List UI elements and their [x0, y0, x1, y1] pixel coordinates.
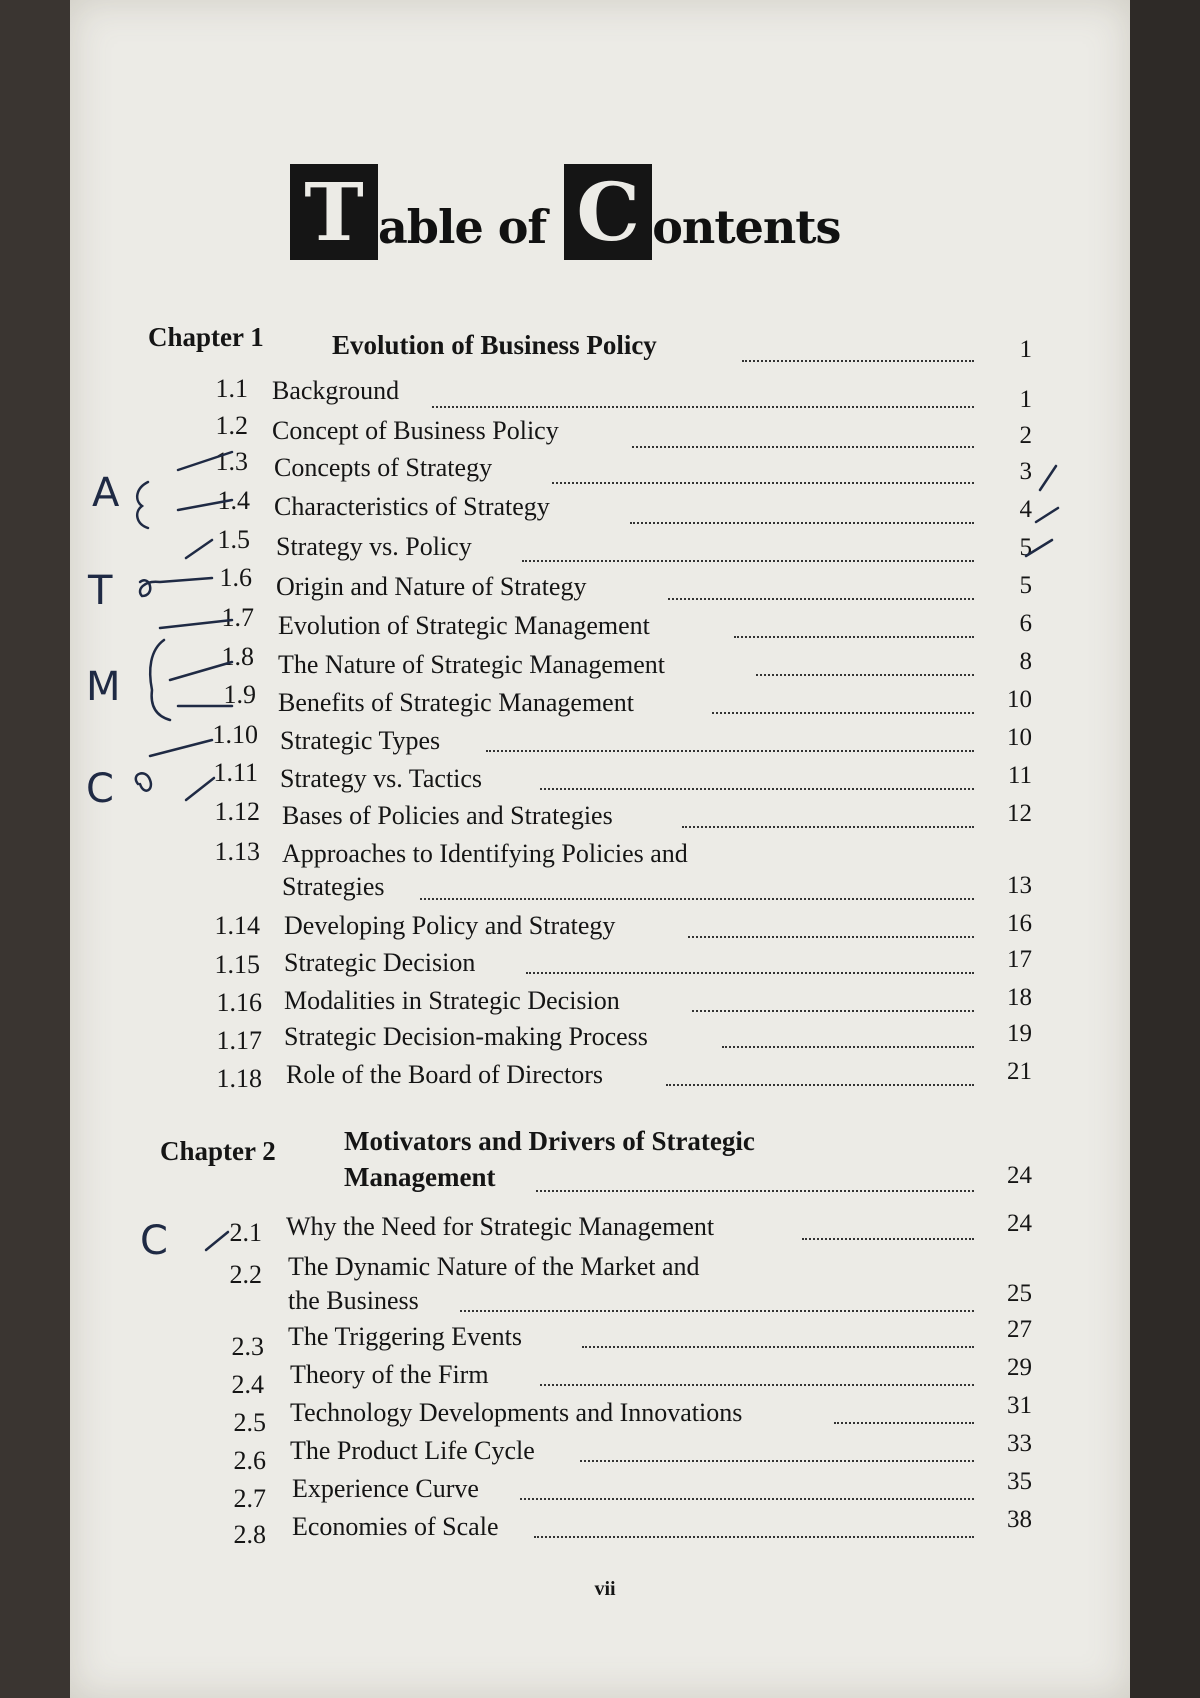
section-title: Strategy vs. Policy — [276, 532, 472, 561]
section-page: 10 — [1007, 686, 1032, 713]
section-number: 1.1 — [215, 374, 248, 403]
section-number: 2.4 — [231, 1370, 264, 1399]
section-title: The Product Life Cycle — [290, 1436, 535, 1465]
section-title: The Nature of Strategic Management — [278, 650, 665, 679]
strike-1-5 — [186, 540, 212, 558]
section-title: Experience Curve — [292, 1474, 479, 1503]
section-title: Why the Need for Strategic Management — [286, 1212, 715, 1241]
section-page: 2 — [1019, 422, 1032, 449]
section-number: 2.3 — [231, 1332, 264, 1361]
section-title: Characteristics of Strategy — [274, 492, 550, 521]
brace-t-stroke — [140, 578, 212, 596]
chapter-1-title: Evolution of Business Policy — [332, 330, 657, 360]
section-number: 1.3 — [215, 447, 248, 476]
brace-a-stroke — [137, 482, 148, 528]
section-title: Strategy vs. Tactics — [280, 764, 483, 793]
section-title: The Triggering Events — [288, 1322, 522, 1351]
section-title-continued: the Business — [288, 1286, 419, 1315]
brace-m-stroke — [150, 640, 170, 720]
section-number: 2.8 — [233, 1520, 266, 1549]
handwritten-m: M — [86, 664, 121, 710]
section-number: 1.12 — [214, 797, 260, 826]
section-title: Benefits of Strategic Management — [278, 688, 634, 717]
section-title: Strategic Decision-making Process — [284, 1022, 648, 1051]
chapter-2-title-continued: Management — [344, 1162, 496, 1192]
section-number: 1.5 — [217, 525, 250, 554]
strike-1-10 — [150, 740, 212, 756]
section-number: 1.7 — [221, 603, 254, 632]
chapter-2-page: 24 — [1007, 1162, 1032, 1189]
section-page: 19 — [1007, 1020, 1032, 1047]
title-initial-t: T — [290, 164, 378, 260]
section-page: 10 — [1007, 724, 1032, 751]
section-title: Bases of Policies and Strategies — [282, 801, 613, 830]
section-title: Evolution of Strategic Management — [278, 611, 650, 640]
title-word-ontents: ontents — [652, 200, 841, 254]
chapter-1-page: 1 — [1019, 336, 1032, 363]
section-page: 1 — [1019, 386, 1032, 413]
section-page: 29 — [1007, 1354, 1032, 1381]
section-title: Technology Developments and Innovations — [290, 1398, 743, 1427]
section-number: 1.10 — [212, 720, 258, 749]
section-number: 1.11 — [213, 758, 258, 787]
section-title: Theory of the Firm — [290, 1360, 489, 1389]
tick-page-5 — [1026, 540, 1052, 556]
section-number: 1.15 — [214, 950, 260, 979]
brace-c2-stroke — [206, 1232, 228, 1250]
strike-1-8 — [170, 662, 232, 680]
section-page: 27 — [1007, 1316, 1032, 1343]
strike-1-3 — [178, 452, 232, 470]
section-title: Origin and Nature of Strategy — [276, 572, 587, 601]
strike-1-11 — [186, 778, 214, 800]
section-page: 5 — [1019, 572, 1032, 599]
title-initial-c: C — [564, 164, 652, 260]
section-page: 5 — [1019, 534, 1032, 561]
section-page: 17 — [1007, 946, 1032, 973]
section-number: 1.2 — [215, 411, 248, 440]
page-folio: vii — [594, 1578, 616, 1600]
section-page: 16 — [1007, 910, 1032, 937]
section-number: 2.7 — [233, 1484, 266, 1513]
section-number: 1.4 — [217, 486, 250, 515]
section-page: 8 — [1019, 648, 1032, 675]
section-number: 2.5 — [233, 1408, 266, 1437]
section-number: 1.16 — [216, 988, 262, 1017]
section-number: 1.13 — [214, 837, 260, 866]
section-title: Economies of Scale — [292, 1512, 499, 1541]
section-number: 1.18 — [216, 1064, 262, 1093]
section-title: Background — [272, 376, 400, 405]
section-number: 2.1 — [229, 1218, 262, 1247]
section-page: 4 — [1019, 496, 1032, 523]
section-page: 21 — [1007, 1058, 1032, 1085]
section-page: 12 — [1007, 800, 1032, 827]
section-page: 35 — [1007, 1468, 1032, 1495]
section-page: 24 — [1007, 1210, 1032, 1237]
section-page: 31 — [1007, 1392, 1032, 1419]
chapter-1-label: Chapter 1 — [148, 322, 264, 352]
section-title: Approaches to Identifying Policies and — [282, 839, 688, 868]
strike-1-4 — [178, 500, 232, 510]
strike-1-7 — [160, 620, 232, 628]
section-number: 2.2 — [229, 1260, 262, 1289]
tick-page-3 — [1040, 466, 1056, 490]
chapter-2-title: Motivators and Drivers of Strategic — [344, 1126, 755, 1156]
chapter-2-label: Chapter 2 — [160, 1136, 276, 1166]
section-page: 38 — [1007, 1506, 1032, 1533]
section-title: Developing Policy and Strategy — [284, 911, 616, 940]
brace-c1-stroke — [136, 773, 151, 790]
section-number: 1.8 — [221, 642, 254, 671]
section-title: Concepts of Strategy — [274, 453, 493, 482]
handwritten-t: T — [88, 568, 113, 614]
section-page: 25 — [1007, 1280, 1032, 1307]
section-page: 33 — [1007, 1430, 1032, 1457]
section-page: 18 — [1007, 984, 1032, 1011]
section-title: The Dynamic Nature of the Market and — [288, 1252, 700, 1281]
section-title: Strategic Types — [280, 726, 441, 755]
handwritten-c-second: C — [140, 1218, 168, 1264]
section-number: 1.9 — [223, 680, 256, 709]
section-title: Role of the Board of Directors — [286, 1060, 603, 1089]
section-number: 1.6 — [219, 563, 252, 592]
title-word-able-of: able of — [378, 200, 547, 254]
section-title: Concept of Business Policy — [272, 416, 559, 445]
section-title-continued: Strategies — [282, 872, 385, 901]
handwritten-a: A — [92, 470, 120, 516]
handwritten-c-first: C — [86, 766, 114, 812]
section-number: 1.17 — [216, 1026, 262, 1055]
section-page: 13 — [1007, 872, 1032, 899]
tick-page-4 — [1036, 508, 1058, 522]
section-title: Modalities in Strategic Decision — [284, 986, 620, 1015]
section-title: Strategic Decision — [284, 948, 476, 977]
section-page: 3 — [1019, 458, 1032, 485]
section-page: 6 — [1019, 610, 1032, 637]
section-number: 1.14 — [214, 911, 260, 940]
section-page: 11 — [1007, 762, 1032, 789]
section-number: 2.6 — [233, 1446, 266, 1475]
